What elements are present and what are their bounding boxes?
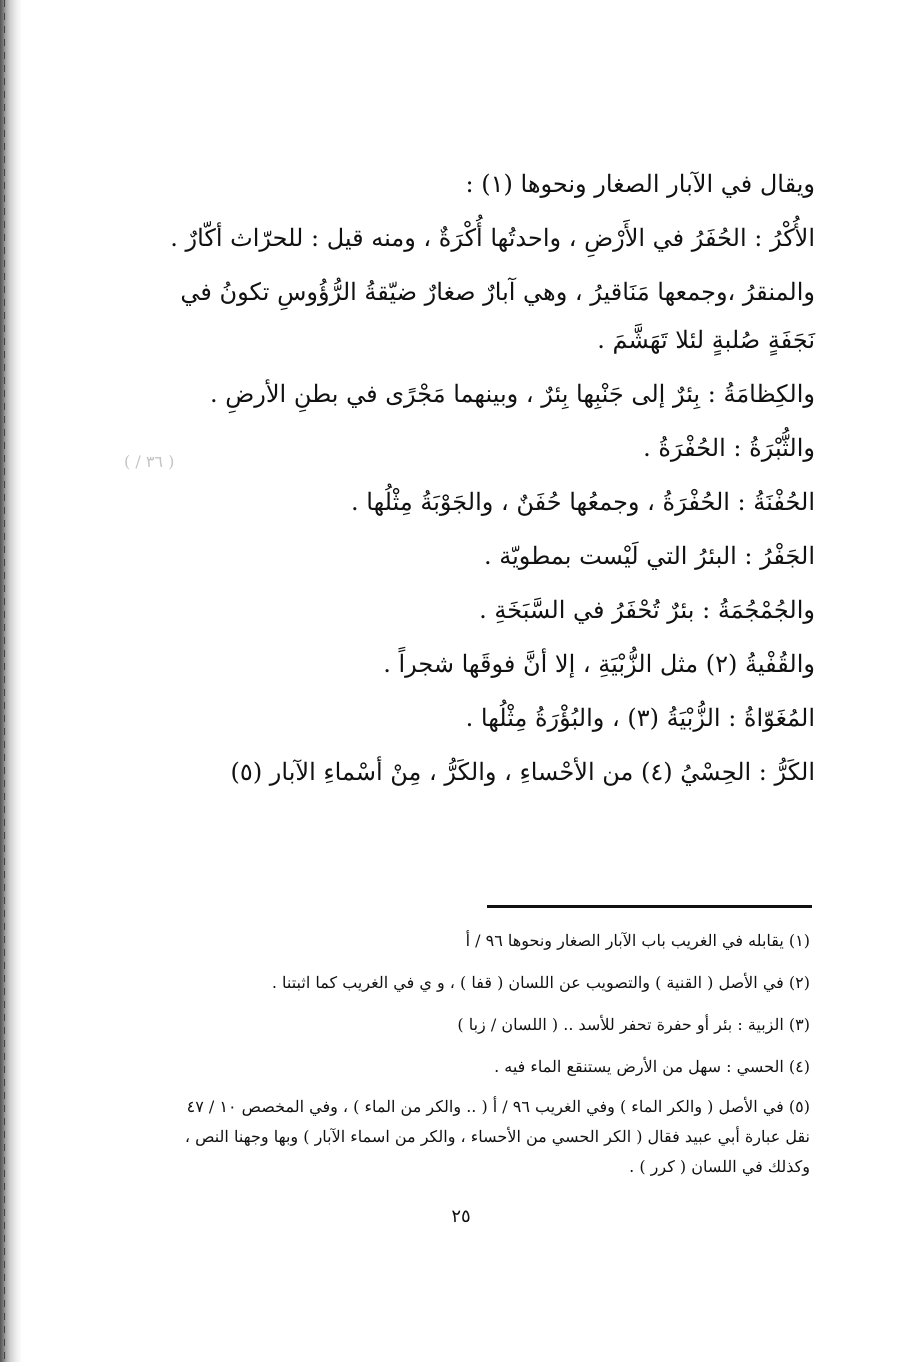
footnote-5: (٥) في الأصل ( والكر الماء ) وفي الغريب ٩٦ / أ ( .. والكر من الماء ) ، وفي المخصص ١٠ / ٤٧ نقل عبارة أبي عبيد فقال ( الكر الحسي من الأحساء ، والكر من اسماء الآبار ) وبها وجهنا النص ، وكذلك في اللسان ( كرر ) . <box>184 1097 810 1176</box>
margin-folio-mark: ( / ٣٦ ) <box>124 452 175 471</box>
page-binding-edge <box>0 0 22 1362</box>
entry-almanqar: والمنقرُ ،وجمعها مَنَاقيرُ ، وهي آبارٌ صغارٌ ضيّقةُ الرُّؤُوسِ تكونُ في نَجَفَةٍ صُلبةٍ لئلا تَهَشَّمَ . <box>180 278 815 354</box>
footnotes <box>180 924 810 1190</box>
entry-aljumjuma: والجُمْجُمَةُ : بئرٌ تُحْفَرُ في السَّبَخَةِ . <box>479 596 815 624</box>
intro-line: ويقال في الآبار الصغار ونحوها (١) : <box>465 170 815 198</box>
footnote-divider <box>487 905 812 908</box>
page-number: ٢٥ <box>451 1206 471 1227</box>
entry-alkizama: والكِظامَةُ : بِئرٌ إلى جَنْبِها بِئرٌ ، وبينهما مَجْرًى في بطنِ الأرضِ . <box>209 380 815 408</box>
entry-alhufna: الحُفْنَةُ : الحُفْرَةُ ، وجمعُها حُفَنٌ ، والجَوْبَةُ مِثْلُها . <box>351 488 815 516</box>
entry-almughawwat: المُغَوّاةُ : الزُّبْيَةُ (٣) ، والبُؤْرَةُ مِثْلُها . <box>465 704 815 732</box>
entry-alqufya: والقُفْيةُ (٢) مثل الزُّبْيَةِ ، إلا أنَّ فوقَها شجراً . <box>383 650 815 678</box>
entry-althubra: والثُّبْرَةُ : الحُفْرَةُ . <box>643 434 815 462</box>
entry-aljafr: الجَفْرُ : البئرُ التي لَيْست بمطويّة . <box>484 542 815 570</box>
footnote-3: (٣) الزبية : بئر أو حفرة تحفر للأسد .. ( اللسان / زبا ) <box>457 1015 810 1034</box>
footnote-2: (٢) في الأصل ( القنية ) والتصويب عن اللسان ( قفا ) ، و ي في الغريب كما اثبتنا . <box>271 973 810 992</box>
main-text <box>150 160 815 802</box>
footnote-1: (١) يقابله في الغريب باب الآبار الصغار ونحوها ٩٦ / أ <box>465 931 810 950</box>
entry-alukr: الأُكْرُ : الحُفَرُ في الأَرْضِ ، واحدتُها أُكْرَةٌ ، ومنه قيل : للحرّاث أكّارٌ . <box>170 224 815 252</box>
entry-alkarr: الكَرُّ : الحِسْيُ (٤) من الأحْساءِ ، والكَرُّ ، مِنْ أسْماءِ الآبار (٥) <box>230 758 815 786</box>
footnote-4: (٤) الحسي : سهل من الأرض يستنقع الماء فيه . <box>494 1057 810 1076</box>
